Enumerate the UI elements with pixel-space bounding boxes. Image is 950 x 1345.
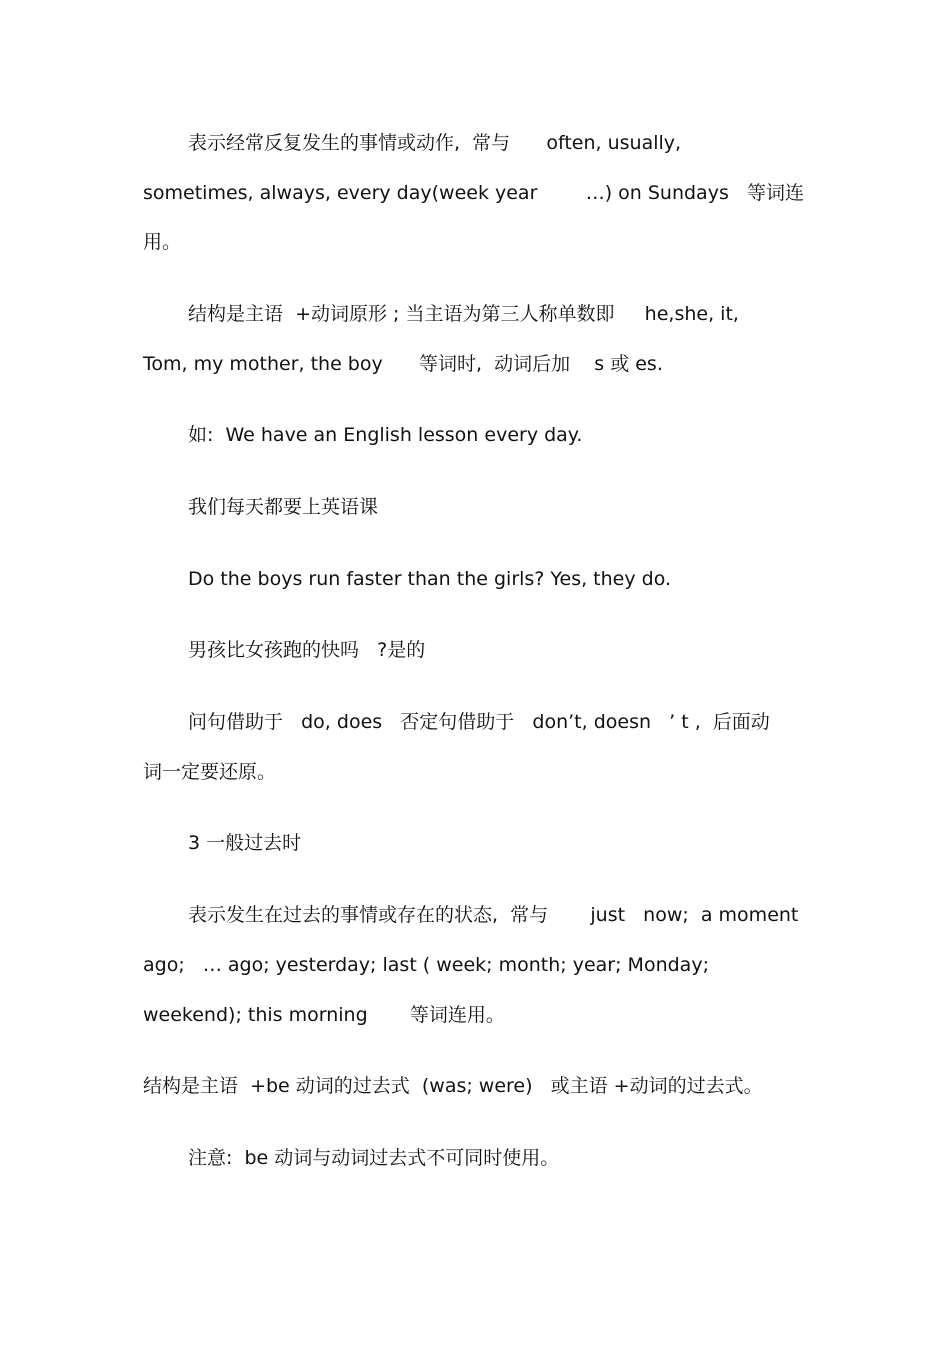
section-heading: 3 一般过去时 — [188, 832, 302, 854]
paragraph-line: 词一定要还原。 — [143, 761, 277, 783]
paragraph-line: Tom, my mother, the boy 等词时, 动词后加 s 或 es. — [143, 353, 663, 375]
paragraph-line: 表示经常反复发生的事情或动作, 常与 often, usually, — [188, 132, 682, 154]
paragraph-line: weekend); this morning 等词连用。 — [143, 1004, 505, 1026]
paragraph-line: 结构是主语 +be 动词的过去式 (was; were) 或主语 +动词的过去式。 — [143, 1075, 763, 1097]
example-line: 如: We have an English lesson every day. — [188, 424, 583, 446]
translation-line: 我们每天都要上英语课 — [188, 496, 379, 518]
paragraph-line: 问句借助于 do, does 否定句借助于 don’t, doesn ’ t , 后面动 — [188, 711, 770, 733]
note-line: 注意: be 动词与动词过去式不可同时使用。 — [188, 1147, 560, 1169]
example-line: Do the boys run faster than the girls? Yes, they do. — [188, 568, 672, 590]
paragraph-line: sometimes, always, every day(week year …) on Sundays 等词连 — [143, 182, 804, 204]
translation-line: 男孩比女孩跑的快吗 ?是的 — [188, 639, 426, 661]
paragraph-line: 用。 — [143, 231, 182, 253]
paragraph-line: 表示发生在过去的事情或存在的状态, 常与 just now; a moment — [188, 904, 799, 926]
paragraph-line: 结构是主语 +动词原形 ; 当主语为第三人称单数即 he,she, it, — [188, 303, 739, 325]
paragraph-line: ago; … ago; yesterday; last ( week; month; year; Monday; — [143, 954, 709, 976]
